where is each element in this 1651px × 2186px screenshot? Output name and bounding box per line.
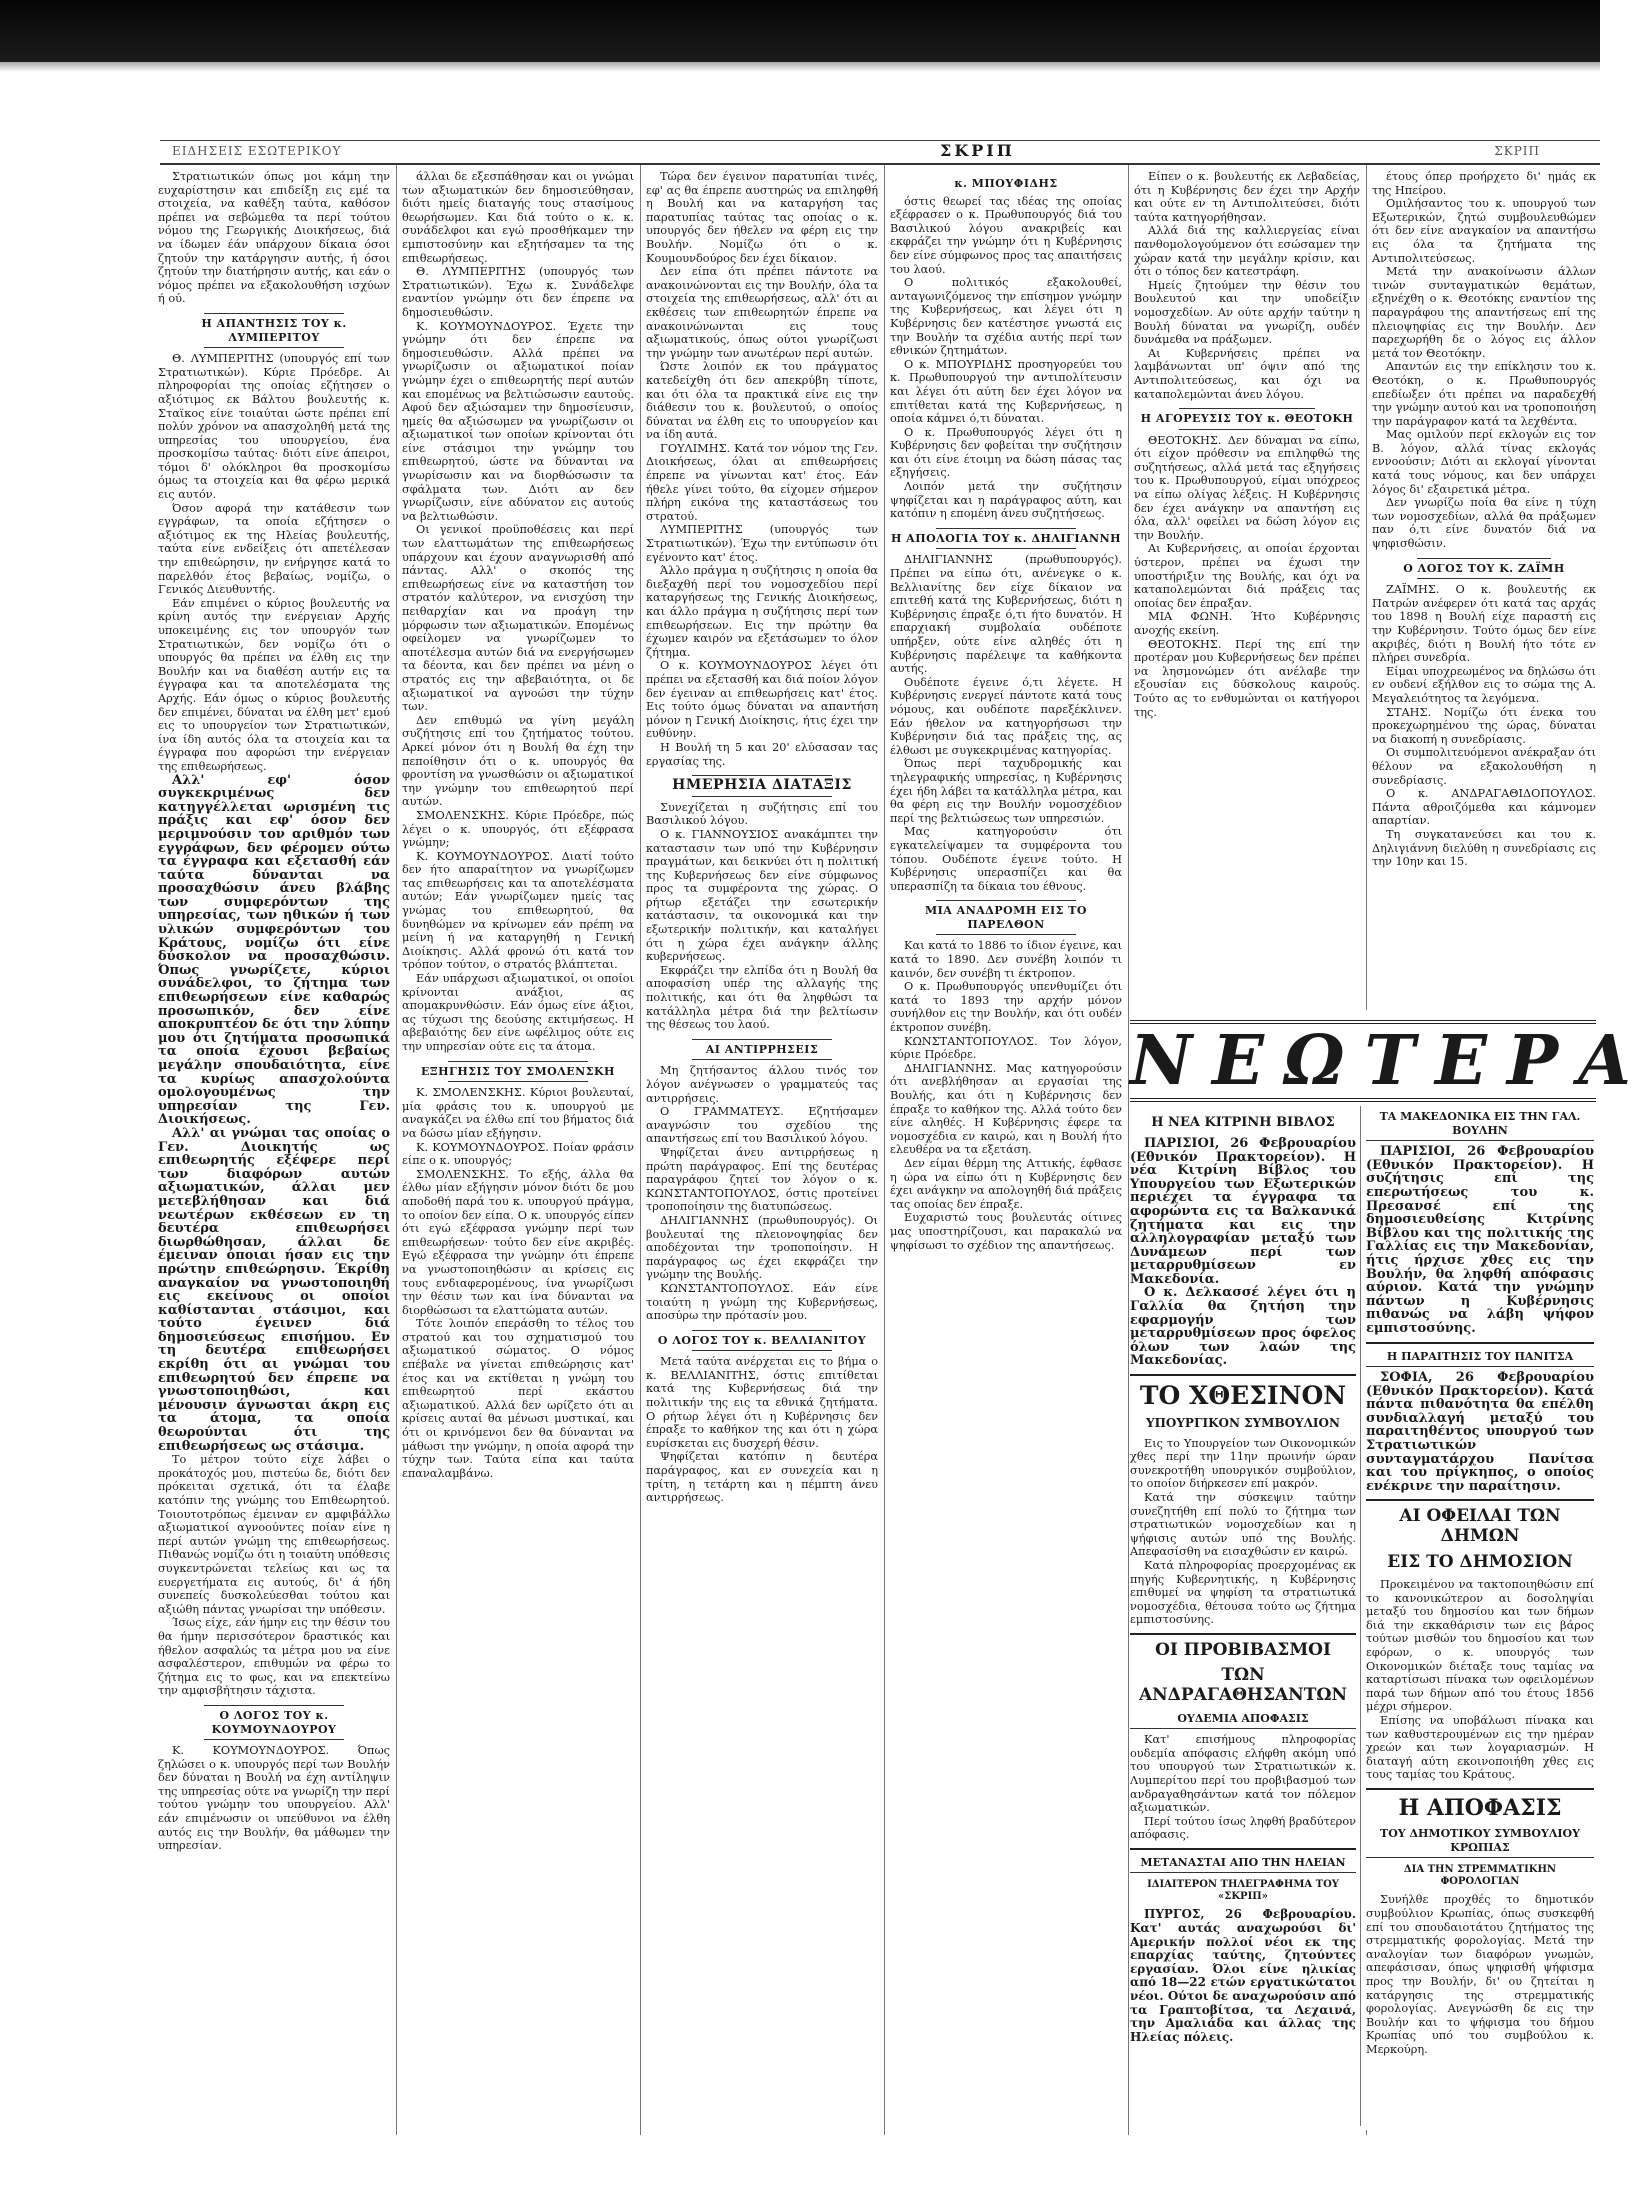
col6-paragraph: Δεν γνωρίζω ποία θα είνε η τύχη των νομοσχεδίων, αλλά θα πράξωμεν παν ό,τι είνε δυνατόν διά να ψηφισθώσιν. bbox=[1372, 496, 1596, 551]
col5-paragraph: Αι Κυβερνήσεις, αι οποίαι έρχονται ύστερον, πρέπει να έχωσι την υποστήριξιν της Βουλής, και όχι να καταπολεμώνται διά πράξεις τας οποίας δεν έπραξαν. bbox=[1134, 542, 1360, 610]
news-right-column bbox=[1366, 1110, 1594, 2057]
col4-paragraph: Ο κ. Πρωθυπουργός υπενθυμίζει ότι κατά το 1893 την αρχήν μόνον συνήλθον εις την Βουλήν, και ότι ουδέν έκτροπον συνέβη. bbox=[890, 980, 1122, 1035]
col5-heading-1: Η ΑΓΟΡΕΥΣΙΣ ΤΟΥ κ. ΘΕΟΤΟΚΗ bbox=[1134, 408, 1360, 430]
news-heading-emigrants-sub: ΙΔΙΑΙΤΕΡΟΝ ΤΗΛΕΓΡΑΦΗΜΑ ΤΟΥ «ΣΚΡΙΠ» bbox=[1147, 1879, 1339, 1902]
news-heading-macedonian: ΤΑ ΜΑΚΕΔΟΝΙΚΑ ΕΙΣ ΤΗΝ ΓΑΛ. ΒΟΥΛΗΝ bbox=[1366, 1110, 1594, 1141]
col6-paragraph: Οι συμπολιτευόμενοι ανέκραξαν ότι θέλουν να εξακολουθήση η συνεδρίασις. bbox=[1372, 746, 1596, 787]
col5-paragraph: Αλλά διά της καλλιεργείας είναι πανθομολογούμενον ότι εσώσαμεν την χώραν κατά την μεγάλην κρίσιν, και ότι ο τόπος δεν κατεστράφη. bbox=[1134, 224, 1360, 279]
col2-paragraph: Οι γενικοί προϋποθέσεις και περί των ελαττωμάτων της επιθεωρήσεως υπάρχουν και έχουν αναγνωρισθή από πάντας. Αλλ' ο σκοπός της επιθεωρήσεως είνε να καταστήση τον στρατόν καλύτερον, να ενισχύση την πειθαρχίαν και να προάγη την μόρφωσιν των αξιωματικών. Επομένως οφείλομεν να γνωρίζωμεν το αποτέλεσμα αυτών διά να ενεργήσωμεν τα δέοντα, και δεν πρέπει να μένη ο στρατός εις την αβεβαιότητα, οι δε αξιωματικοί να αγνοώσι την τύχην των. bbox=[402, 523, 634, 714]
masthead-title: ΣΚΡΙΠ bbox=[940, 141, 1015, 160]
col6-paragraph: Ο κ. ΑΝΔΡΑΓΑΘΙΔΟΠΟΥΛΟΣ. Πάντα αθροιζόμεθα και κάμνομεν απαρτίαν. bbox=[1372, 787, 1596, 828]
col4-paragraph: Και κατά το 1886 το ίδιον έγεινε, και κατά το 1890. Δεν συνέβη λοιπόν τι καινόν, δεν συνέβη τι έκτροπον. bbox=[890, 939, 1122, 980]
col3-paragraph: Συνεχίζεται η συζήτησις επί του Βασιλικού λόγου. bbox=[646, 800, 878, 828]
col5-lead: Είπεν ο κ. βουλευτής εκ Λεβαδείας, ότι η Κυβέρνησις δεν έχει την Αρχήν και ούτε εν τη Αντιπολιτεύσει, διότι ταύτα κατηγορήθησαν. bbox=[1134, 170, 1360, 224]
col1-paragraph-emphasis: Αλλ' αι γνώμαι τας οποίας ο Γεν. Διοικητής ως επιθεωρητής εξέφερε περί των διαφόρων αυτών αξιωματικών, άλλαι μεν μετεβλήθησαν και διά νεωτέρων εκθέσεων εν τη δευτέρα επιθεωρήσει διωρθώθησαν, άλλαι δε έμειναν όποιαι ήσαν εις την πρώτην επιθεώρησιν. Έκρίθη αναγκαίον να γνωστοποιηθή εις εκείνους οι οποίοι καθίστανται στάσιμοι, και τούτο έγεινεν διά δημοσιεύσεως επισήμου. Εν τη δευτέρα επιθεωρήσει εκρίθη ότι αι γνώμαι του επιθεωρητού δεν έπρεπε να γνωστοποιηθώσι, και μένουσιν άγνωσται άκρη εις τα άτομα, τα οποία θεωρούνται ότι της επιθεωρήσεως ως στάσιμα. bbox=[158, 1125, 390, 1454]
col1-paragraph: Εάν επιμένει ο κύριος βουλευτής να κρίνη αυτός την ενέργειαν Αρχής υποκειμένης εις τον υπουργόν των Στρατιωτικών, δεν νομίζω ότι ο υπουργός θα πρέπει να έλθη εις την Βουλήν και να διαθέση αυτήν εις τα έγγραφα και τα αποτελέσματα της Αρχής. Εάν όμως ο κύριος βουλευτής δεν επιμένει, δύναται να έλθη μετ' εμού εις το υπουργείον των Στρατιωτικών, ίνα ίδη αυτός όλα τα στοιχεία και τα έγγραφα που αφορώσι την ενέργειαν της επιθεωρήσεως. bbox=[158, 596, 390, 773]
col4-paragraph: Ο πολιτικός εξακολουθεί, ανταγωνιζόμενος την επίσημον γνώμην της Κυβερνήσεως, και λέγει ότι η Κυβέρνησις δεν κατέστησε γνωστά εις την Βουλήν τα σχέδια αυτής περί των εθνικών ζητημάτων. bbox=[890, 276, 1122, 358]
news-heading-decision-sub: ΤΟΥ ΔΗΜΟΤΙΚΟΥ ΣΥΜΒΟΥΛΙΟΥ ΚΡΩΠΙΑΣ bbox=[1366, 1827, 1594, 1858]
col6-paragraph: ΖΑΪΜΗΣ. Ο κ. βουλευτής εκ Πατρών ανέφερεν ότι κατά τας αρχάς του 1898 η Βουλή είχε παραστή εις την Κυβέρνησιν. Τούτο όμως δεν είνε ακριβές, διότι η Βουλή ήτο τότε εν πλήρει συνεδρία. bbox=[1372, 583, 1596, 665]
col5-paragraph: Αι Κυβερνήσεις πρέπει να λαμβάνωνται υπ' όψιν από της Αντιπολιτεύσεως, και όχι να καταπολεμώνται άνευ λόγου. bbox=[1134, 346, 1360, 401]
news-subheading-no-decision: ΟΥΔΕΜΙΑ ΑΠΟΦΑΣΙΣ bbox=[1130, 1712, 1356, 1730]
col2-paragraph: Κ. ΚΟΥΜΟΥΝΔΟΥΡΟΣ. Ποίαν φράσιν είπε ο κ. υπουργός; bbox=[402, 1140, 634, 1168]
column-rule bbox=[1360, 1106, 1361, 2126]
col3-paragraph: ΛΥΜΠΕΡΙΤΗΣ (υπουργός των Στρατιωτικών). Έχω την εντύπωσιν ότι εγένοντο κατ' έτος. bbox=[646, 523, 878, 564]
news-heading-promotions-2: ΤΩΝ ΑΝΔΡΑΓΑΘΗΣΑΝΤΩΝ bbox=[1138, 1665, 1348, 1705]
col1-heading-1: Η ΑΠΑΝΤΗΣΙΣ ΤΟΥ κ. ΛΥΜΠΕΡΙΤΟΥ bbox=[158, 313, 390, 348]
col1-paragraph: Κ. ΚΟΥΜΟΥΝΔΟΥΡΟΣ. Όπως ζηλώσει ο κ. υπουργός περί των Βουλήν δεν δύναται η Βουλή να έχη αντίληψιν της υπηρεσίας ούτε να γνωρίζη την περί τούτου γνώμην του υπουργείου. Αλλ' εάν επιμένωσιν οι υπεύθυνοι να έλθη αυτός εις την Βουλήν, θα μάθωμεν την υπηρεσίαν. bbox=[158, 1744, 390, 1853]
col4-heading-1: Η ΑΠΟΛΟΓΙΑ ΤΟΥ κ. ΔΗΛΙΓΙΑΝΝΗ bbox=[890, 528, 1122, 550]
col3-heading-1: ΗΜΕΡΗΣΙΑ ΔΙΑΤΑΞΙΣ bbox=[646, 775, 878, 797]
news-heading-cabinet: ΤΟ ΧΘΕΣΙΝΟΝ bbox=[1139, 1381, 1347, 1411]
col3-paragraph: Ο κ. ΓΙΑΝΝΟΥΣΙΟΣ ανακάμπτει την καταστασιν των υπό την Κυβέρνησιν πραγμάτων, και δεικνύει ότι η πολιτική της Κυβερνήσεως δεν είνε σύμφωνος προς τα συμφέροντα της χώρας. Ο ρήτωρ εξετάζει την εσωτερικήν κατάστασιν, τα οικονομικά και την εξωτερικήν πολιτικήν, και καταλήγει ότι η χώρα έχει ανάγκην άλλης κυβερνήσεως. bbox=[646, 827, 878, 964]
scan-top-dark-band bbox=[0, 0, 1600, 62]
col6-paragraph: Τη συγκατανεύσει και του κ. Δηλιγιάννη διελύθη η συνεδρίασις εις την 10ην και 15. bbox=[1372, 827, 1596, 869]
col3-paragraph: ΓΟΥΛΙΜΗΣ. Κατά τον νόμον της Γεν. Διοικήσεως, όλαι αι επιθεωρήσεις έπρεπε να γίνωνται κατ' έτος. Εάν ήθελε γίνει τούτο, θα είχομεν σήμερον πλήρη εικόνα της καταστάσεως του στρατού. bbox=[646, 441, 878, 523]
column-rule bbox=[396, 165, 397, 2135]
col6-paragraph: ΣΤΑΗΣ. Νομίζω ότι ένεκα του προκεχωρημένου της ώρας, δύναται να διακοπή η συνεδρίασις. bbox=[1372, 705, 1596, 746]
news-paragraph: Προκειμένου να τακτοποιηθώσιν επί το κανονικώτερον αι δοσοληψίαι μεταξύ του δημοσίου και των δήμων διά την εκκαθάρισιν των εις βάρος τούτων μισθών του δημοσίου και των εφόρων, ο κ. υπουργός των Οικονομικών διέταξε τους ταμίας να καταρτίσωσι πίνακα των οφειλομένων παρά των δήμων από του έτους 1856 μέχρι σήμερον. bbox=[1366, 1578, 1594, 1714]
news-paragraph: ΣΟΦΙΑ, 26 Φεβρουαρίου (Εθνικόν Πρακτορείον). Κατά πάντα πιθανότητα θα επέλθη συνδιαλλαγή μεταξύ του παραιτηθέντος υπουργού των Στρατιωτικών συνταγματάρχου Πανίτσα και του πρίγκηπος, ο οποίος ενέκρινε την παραίτησιν. bbox=[1366, 1370, 1594, 1494]
col1-paragraph-emphasis: Αλλ' εφ' όσον συγκεκριμένως δεν κατηγγέλλεται ωρισμένη τις πράξις και εφ' όσον δεν μεριμνούσιν τον αριθμόν των εγγράφων, δεν φέρομεν ούτω τα έγγραφα και εξετασθή εάν ταύτα δύνανται να προσαχθώσιν άνευ βλάβης των συμφερόντων της υπηρεσίας, των ηθικών ή των υλικών συμφερόντων του Κράτους, νομίζω ότι είνε δύσκολον να προσαχθώσιν. Όπως γνωρίζετε, κύριοι συνάδελφοι, το ζήτημα των επιθεωρήσεων είνε καθαρώς προσωπικόν, δεν είνε αποκρυπτέον δε ότι την λύπην μου ότι ζητήματα προσωπικά τα οποία έχουσι βεβαίως μεγάλην σπουδαιότητα, είνε τα κυρίως απασχολούντα ομολογουμένως την υπηρεσίαν της Γεν. Διοικήσεως. bbox=[158, 772, 390, 1128]
col2-paragraph: Κ. ΚΟΥΜΟΥΝΔΟΥΡΟΣ. Διατί τούτο δεν ήτο απαραίτητον να γνωρίζωμεν τας επιθεωρήσεις και τα αποτελέσματα αυτών; Εάν γνωρίζωμεν ημείς τας γνώμας του επιθεωρητού, θα δυνηθώμεν να κρίνωμεν εάν πρέπη να μείνη ή να καταργηθή η Γενική Διοίκησις. Αλλά φρονώ ότι κατά τον τρόπον τούτον, ο στρατός βλάπτεται. bbox=[402, 849, 634, 972]
col3-paragraph: Ο ΓΡΑΜΜΑΤΕΥΣ. Εζητήσαμεν αναγνώσιν του σχεδίου της απαντήσεως επί του Βασιλικού λόγου. bbox=[646, 1105, 878, 1146]
col4-paragraph: ΚΩΝΣΤΑΝΤΟΠΟΥΛΟΣ. Τον λόγον, κύριε Πρόεδρε. bbox=[890, 1034, 1122, 1062]
col2-paragraph: ΣΜΟΛΕΝΣΚΗΣ. Το εξής, άλλα θα έλθω μίαν εξήγησιν μόνον διότι δε μου αποδοθή παρά του κ. υπουργού πράγμα, το οποίον δεν είπα. Ο κ. υπουργός είπεν ότι εγώ εξέφρασα γνώμην περί των επιθεωρήσεων· τούτο δεν είνε ακριβές. Εγώ εξέφρασα την γνώμην ότι έπρεπε να γνωστοποιηθώσιν αι κρίσεις εις τους ενδιαφερομένους, ίνα γνωρίζωσι την θέσιν των και ίνα δύνανται να διορθώσωσι τα ελαττώματα αυτών. bbox=[402, 1167, 634, 1317]
col2-paragraph: άλλαι δε εξεσπάθησαν και οι γνώμαι των αξιωματικών δεν δημοσιεύθησαν, διότι ημείς διαταγής τους στασίμους θεωρήσωμεν. Και διά τούτο ο κ. κ. συνάδελφοι και εγώ προσθήκαμεν την εμπιστοσύνην και εξητήσαμεν τα της επιθεωρήσεως. bbox=[402, 170, 634, 265]
col3-paragraph: Ψηφίζεται άνευ αντιρρήσεως η πρώτη παράγραφος. Επί της δευτέρας παραγράφου ζητεί τον λόγον ο κ. ΚΩΝΣΤΑΝΤΟΠΟΥΛΟΣ, όστις προτείνει τροποποίησιν της διατυπώσεως. bbox=[646, 1145, 878, 1214]
masthead bbox=[160, 140, 1600, 165]
column-rule bbox=[884, 165, 885, 2135]
col2-paragraph: Κ. ΚΟΥΜΟΥΝΔΟΥΡΟΣ. Έχετε την γνώμην ότι δεν έπρεπε να δημοσιευθώσιν. Αλλά πρέπει να γνωρίζωσιν οι αξιωματικοί ποίαν γνώμην έχει ο επιθεωρητής περί αυτών και επομένως να βελτιώσωσιν εαυτούς. Αφού δεν αξιώσαμεν την δημοσίευσιν, ημείς θα αξιώσωμεν να γνωρίζωσιν οι αξιωματικοί των οποίων κρίνονται ότι είνε στάσιμοι την γνώμην του επιθεωρητού, ώστε να δύνανται να γνωρίσωσιν και να διορθώσωσιν τα σφάλματα των. Διότι αν δεν γνωρίζωσιν, είνε αδύνατον εις αυτούς να βελτιωθώσιν. bbox=[402, 319, 634, 523]
news-paragraph: ΠΑΡΙΣΙΟΙ, 26 Φεβρουαρίου (Εθνικόν Πρακτορείον). Η νέα Κιτρίνη Βίβλος του Υπουργείου των Εξωτερικών περιέχει τα έγγραφα τα αφορώντα εις τα Βαλκανικά ζητήματα και εις την αλληλογραφίαν μεταξύ των Δυνάμεων περί των μεταρρυθμίσεων εν Μακεδονία. bbox=[1130, 1135, 1356, 1287]
col4-heading-2: ΜΙΑ ΑΝΑΔΡΟΜΗ ΕΙΣ ΤΟ ΠΑΡΕΛΘΟΝ bbox=[890, 900, 1122, 935]
col3-paragraph: Εκφράζει την ελπίδα ότι η Βουλή θα αποφασίση υπέρ της αλλαγής της πολιτικής, και ότι θα ληφθώσι τα κατάλληλα μέτρα διά την βελτίωσιν της θέσεως του λαού. bbox=[646, 963, 878, 1032]
col6-paragraph: Είμαι υποχρεωμένος να δηλώσω ότι εν ουδενί εξήλθον εις το σώμα της Α. Μεγαλειότητος τα λεγόμενα. bbox=[1372, 664, 1596, 705]
column-rule bbox=[1128, 165, 1129, 2135]
news-heading-debts: ΑΙ ΟΦΕΙΛΑΙ ΤΩΝ ΔΗΜΩΝ bbox=[1399, 1506, 1561, 1546]
news-paragraph: Ο κ. Δελκασσέ λέγει ότι η Γαλλία θα ζητήση την εφαρμογήν των μεταρρυθμίσεων προς όφελος όλων των λαών της Μακεδονίας. bbox=[1130, 1285, 1356, 1369]
col1-paragraph: Το μέτρον τούτο είχε λάβει ο προκάτοχός μου, πιστεύω δε, διότι δεν πρόκειται σχετικά, ότι τα έλαβε κατόπιν της γνώμης του Επιθεωρητού. Τοιουτοτρόπως έμειναν εν αμφιβάλλω αξιωματικοί αγνοούντες ποίαν είνε η περί αυτών γνώμη της επιθεωρήσεως. Πιθανώς νομίζω ότι η τοιαύτη υπόθεσις συγκεντρώνεται τελείως και ως τα ευεργετήματα εις αυτούς, δι' ά ήδη συνεπείς δυσκολεύεσθαι τούτου και αξιώθη πάντας γνωρίσαι την υπόθεσιν. bbox=[158, 1453, 390, 1616]
news-banner: ΝΕΩΤΕΡΑ bbox=[1130, 1021, 1651, 1101]
col4-paragraph: Μας κατηγορούσιν ότι εγκατελείψαμεν τα συμφέροντα του τόπου. Ουδέποτε έγεινε τούτο. Η Κυβέρνησις υπερασπίζει και θα υπερασπίζη τα δίκαια του έθνους. bbox=[890, 825, 1122, 893]
col4-paragraph: Όπως περί ταχυδρομικής και τηλεγραφικής υπηρεσίας, η Κυβέρνησις έχει ήδη λάβει τα κατάλληλα μέτρα, και θα φέρη εις την Βουλήν νομοσχέδιον περί της βελτιώσεως των υπηρεσιών. bbox=[890, 757, 1122, 825]
col2-paragraph: Θ. ΛΥΜΠΕΡΙΤΗΣ (υπουργός των Στρατιωτικών). Έχω κ. Συνάδελφε εναντίον γνώμην ότι δεν έπρεπε να δημοσιευθώσιν. bbox=[402, 265, 634, 319]
col3-paragraph: Ο κ. ΚΟΥΜΟΥΝΔΟΥΡΟΣ λέγει ότι πρέπει να εξετασθή και διά ποίον λόγον δεν έγειναν αι επιθεωρήσεις κατ' έτος. Εις τούτο όμως δύναται να απαντήση μόνον η Γενική Διοίκησις, ήτις έχει την ευθύνην. bbox=[646, 659, 878, 741]
col3-paragraph: Μη ζητήσαντος άλλου τινός τον λόγον ανέγνωσεν ο γραμματεύς τας αντιρρήσεις. bbox=[646, 1064, 878, 1105]
news-heading-debts-2: ΕΙΣ ΤΟ ΔΗΜΟΣΙΟΝ bbox=[1387, 1551, 1573, 1572]
col6-paragraph: Μετά την ανακοίνωσιν άλλων τινών συνταγματικών θεμάτων, εξηνέχθη ο κ. Θεοτόκης εναντίον της παραγράφου της απαντήσεως επί της πλειοψηφίας εις την Βουλήν. Δεν παρεχωρήθη δε ο λόγος εις άλλον μετά τον Θεοτόκην. bbox=[1372, 265, 1596, 360]
col2-paragraph: Κ. ΣΜΟΛΕΝΣΚΗΣ. Κύριοι βουλευταί, μία φράσις του κ. υπουργού με αναγκάζει να έλθω επί του βήματος διά να δώσω μίαν εξήγησιν. bbox=[402, 1086, 634, 1140]
news-paragraph: Συνήλθε προχθές το δημοτικόν συμβούλιον Κρωπίας, όπως συσκεφθή επί του σπουδαιοτάτου ζητήματος της στρεμματικής φορολογίας. Μετά την αναλογίαν των διαφόρων γνωμών, απεφάσισαν, όπως ψηφισθή ψήφισμα προς την Βουλήν, δι' ου ζητείται η κατάργησις της στρεμματικής φορολογίας. Ανεγνώσθη δε εις την Βουλήν και το ψήφισμα του δήμου Κρωπίας υπό του συμβούλου κ. Μερκούρη. bbox=[1366, 1893, 1594, 2056]
news-paragraph: Εις το Υπουργείον των Οικονομικών χθες περί την 11ην πρωινήν ώραν συνεκροτήθη υπουργικόν συμβούλιον, το οποίον διήρκεσεν επί μακρόν. bbox=[1130, 1436, 1356, 1491]
col2-paragraph: Τότε λοιπόν επεράσθη το τέλος του στρατού και του σχηματισμού του αξιωματικού σώματος. Ο νόμος επέβαλε να γίνεται επιθεώρησις κατ' έτος και να εκτίθεται η γνώμη του επιθεωρητού περί εκάστου αξιωματικού. Αλλά δεν ωρίζετο ότι αι κρίσεις αυταί θα μένωσι μυστικαί, και ότι οι κρινόμενοι δεν θα δύνανται να μάθωσι την γνώμην, η οποία αφορά την τύχην των. Ταύτα είπα και ταύτα επαναλαμβάνω. bbox=[402, 1317, 634, 1480]
news-paragraph: Επίσης να υποβάλωσι πίνακα και των καθυστερουμένων εις την ημέραν χρεών και των λογαριασμών. Η διαταγή αύτη εκοινοποιήθη χθες εις τους ταμίας του Κράτους. bbox=[1366, 1714, 1594, 1782]
news-heading-yellow-book: Η ΝΕΑ ΚΙΤΡΙΝΗ ΒΙΒΛΟΣ bbox=[1151, 1115, 1335, 1130]
col2-paragraph: Δεν επιθυμώ να γίνη μεγάλη συζήτησις επί του ζητήματος τούτου. Αρκεί μόνον ότι η Βουλή θα έχη την πεποίθησιν ότι ο κ. υπουργός θα φροντίση να γνωσθώσιν οι αξιωματικοί την γνώμην του επιθεωρητού περί αυτών. bbox=[402, 713, 634, 809]
news-section bbox=[1130, 1010, 1651, 2130]
news-heading-decision: Η ΑΠΟΦΑΣΙΣ bbox=[1398, 1794, 1562, 1821]
news-paragraph: ΠΥΡΓΟΣ, 26 Φεβρουαρίου. Κατ' αυτάς αναχωρούσι δι' Αμερικήν πολλοί νέοι εκ της επαρχίας ταύτης, ζητούντες εργασίαν. Όλοι είνε ηλικίας από 18—22 ετών εργατικώτατοι νέοι. Ούτοι δε αναχωρούσιν από τα Γραπτοβίτσα, τα Λεχαινά, την Αμαλιάδα και άλλας της Ηλείας πόλεις. bbox=[1130, 1907, 1356, 2044]
column-rule bbox=[640, 165, 641, 2135]
column-2 bbox=[402, 170, 634, 2130]
col3-paragraph: ΔΗΛΙΓΙΑΝΝΗΣ (πρωθυπουργός). Οι βουλευταί της πλειονοψηφίας δεν αποδέχονται την τροποποίησιν. Η παράγραφος ως έχει εκφράζει την γνώμην της Βουλής. bbox=[646, 1213, 878, 1282]
col4-paragraph: Δεν είμαι θέρμη της Αττικής, έφθασε η ώρα να είπω ότι η Κυβέρνησις δεν έχει ανάγκην να απολογηθή διά πράξεις τας οποίας δεν έπραξε. bbox=[890, 1156, 1122, 1211]
col4-paragraph: ΔΗΛΙΓΙΑΝΝΗΣ. Μας κατηγορούσιν ότι ανεβλήθησαν αι εργασίαι της Βουλής, και ότι η Κυβέρνησις δεν έπραξε το καθήκον της. Αλλά τούτο δεν είνε αληθές. Η Κυβέρνησις έφερε τα νομοσχέδια εν καιρώ, και η Βουλή ήτο ελευθέρα να τα εξετάση. bbox=[890, 1061, 1122, 1157]
news-heading-emigrants: ΜΕΤΑΝΑΣΤΑΙ ΑΠΟ ΤΗΝ ΗΛΕΙΑΝ bbox=[1130, 1856, 1356, 1874]
news-heading-promotions: ΟΙ ΠΡΟΒΙΒΑΣΜΟΙ bbox=[1155, 1639, 1331, 1660]
col6-paragraph: Απαντών εις την επίκλησιν του κ. Θεοτόκη, ο κ. Πρωθυπουργός επεδίωξεν ότι πρέπει να παραδεχθή την γνώμην αυτού και να τροποποιήση την παράγραφον κατά τα λεχθέντα. bbox=[1372, 360, 1596, 428]
col4-paragraph: Λοιπόν μετά την συζήτησιν ψηφίζεται και η παράγραφος αύτη, και κατόπιν η επομένη άνευ συζητήσεως. bbox=[890, 480, 1122, 521]
col4-paragraph: Ουδέποτε έγεινε ό,τι λέγετε. Η Κυβέρνησις ενεργεί πάντοτε κατά τους νόμους, και ουδέποτε παρεξέκλινεν. Εάν ήθελον να κατηγορήσωσι την Κυβέρνησιν διά τας πράξεις της, ας έλθωσι με συγκεκριμένας κατηγορίας. bbox=[890, 675, 1122, 757]
news-paragraph: Κατά την σύσκεψιν ταύτην συνεζητήθη επί πολύ το ζήτημα των στρατιωτικών νομοσχεδίων και η ψήφισις αυτών υπό της Βουλής. Απεφασίσθη να εισαχθώσιν εν καιρώ. bbox=[1130, 1490, 1356, 1559]
masthead-right: ΣΚΡΙΠ bbox=[1494, 144, 1540, 158]
col3-heading-3: Ο ΛΟΓΟΣ ΤΟΥ κ. ΒΕΛΛΙΑΝΙΤΟΥ bbox=[646, 1330, 878, 1352]
col3-paragraph: Ψηφίζεται κατόπιν η δευτέρα παράγραφος, και εν συνεχεία και η τρίτη, η τετάρτη και η πέμπτη άνευ αντιρρήσεως. bbox=[646, 1450, 878, 1505]
col4-paragraph: Ο κ. ΜΠΟΥΡΙΔΗΣ προσηγορεύει του κ. Πρωθυπουργού την αντιπολίτευσιν και λέγει ότι αύτη δεν έχει λόγον να επιτίθεται κατά της Κυβερνήσεως, η οποία κάμνει ό,τι δύναται. bbox=[890, 357, 1122, 426]
col4-lead: όστις θεωρεί τας ιδέας της οποίας εξέφρασεν ο κ. Πρωθυπουργός διά του Βασιλικού λόγου ανακριβείς και εκφράζει την γνώμην ότι η Κυβέρνησις δεν είνε σύμφωνος προς τας απαιτήσεις του λαού. bbox=[890, 194, 1122, 276]
col6-paragraph: Ομιλήσαντος του κ. υπουργού των Εξωτερικών, ζητώ συμβουλευθώμεν ότι δεν είνε αναγκαίον να απαντήσω εις όλα τα ζητήματα της Αντιπολιτεύσεως. bbox=[1372, 197, 1596, 265]
col1-paragraph: Θ. ΛΥΜΠΕΡΙΤΗΣ (υπουργός επί των Στρατιωτικών). Κύριε Πρόεδρε. Αι πληροφορίαι της οποίας εζήτησεν ο αξιότιμος εκ Βάλτου βουλευτής κ. Σταϊκος είνε τοιαύται ώστε πρέπει επί πολύν χρόνον να απασχοληθή μετά της υπηρεσίας του υπουργείου, ένα προσκομίσω ταύτας· διότι είνε άπειροι, τόμοι δ' ολόκληροι θα προσκομίσω όμως τα στοιχεία και θα φέρω μερικά εις αυτόν. bbox=[158, 352, 390, 502]
col6-lead: έτους όπερ προήρχετο δι' ημάς εκ της Ηπείρου. bbox=[1372, 170, 1596, 197]
col4-paragraph: Ευχαριστώ τους βουλευτάς οίτινες μας υποστηρίζουσι, και παρακαλώ να ψηφίσωσι το σχέδιον της απαντήσεως. bbox=[890, 1211, 1122, 1252]
col5-paragraph: Ημείς ζητούμεν την θέσιν του Βουλευτού και την υποδείξιν νομοσχεδίων. Αν ούτε αρχήν ταύτην η Βουλή δύναται να γνωρίζη, ουδέν δυνάμεθα να πράξωμεν. bbox=[1134, 278, 1360, 347]
col3-heading-2: ΑΙ ΑΝΤΙΡΡΗΣΕΙΣ bbox=[646, 1039, 878, 1061]
col6-heading-1: Ο ΛΟΓΟΣ ΤΟΥ Κ. ΖΑΪΜΗ bbox=[1372, 558, 1596, 580]
col3-paragraph: Η Βουλή τη 5 και 20' ελύσασαν τας εργασίας της. bbox=[646, 740, 878, 768]
masthead-left: ΕΙΔΗΣΕΙΣ ΕΣΩΤΕΡΙΚΟΥ bbox=[172, 144, 342, 158]
col4-speaker: κ. ΜΠΟΥΦΙΔΗΣ bbox=[954, 177, 1058, 190]
news-left-column bbox=[1130, 1110, 1356, 2044]
news-heading-panitsa: Η ΠΑΡΑΙΤΗΣΙΣ ΤΟΥ ΠΑΝΙΤΣΑ bbox=[1366, 1350, 1594, 1368]
col5-paragraph: ΘΕΟΤΟΚΗΣ. Δεν δύναμαι να είπω, ότι είχον πρόθεσιν να επιληφθώ της συζητήσεως, αλλά μετά τας εξηγήσεις του κ. Πρωθυπουργού, είμαι υπόχρεος να είπω ολίγας λέξεις. Η Κυβέρνησις δεν έχει ανάγκην να απαντήση εις όλα, αλλ' οφείλει να δώση λόγον εις την Βουλήν. bbox=[1134, 433, 1360, 542]
col3-paragraph: Δεν είπα ότι πρέπει πάντοτε να ανακοινώνονται εις την Βουλήν, όλα τα στοιχεία της επιθεωρήσεως, αλλ' ότι αι εκθέσεις των επιθεωρητών έπρεπε να ανακοινώνωνται εις τους αξιωματικούς, όπως ούτοι γνωρίζωσι την γνώμην των ανωτέρων περί αυτών. bbox=[646, 265, 878, 360]
col5-paragraph: ΜΙΑ ΦΩΝΗ. Ήτο Κυβέρνησις ανοχής εκείνη. bbox=[1134, 610, 1360, 637]
col6-paragraph: Μας ομιλούν περί εκλογών εις τον Β. λόγον, αλλά τίνας εκλογάς εννοούσιν; Διότι αι εκλογαί γίνονται κατά τους νόμους, και δεν υπάρχει λόγος δι' εξαιρετικά μέτρα. bbox=[1372, 428, 1596, 496]
col1-lead: Στρατιωτικών όπως μοι κάμη την ευχαρίστησιν και επιδείξη εις εμέ τα στοιχεία, να καθέξη ταύτα, καθόσον πρέπει να σεβώμεθα τα περί τούτου νόμου της Γεωργικής Διοικήσεως, διά να ίδωμεν έάν υπάρχουν δίκαια όσοι ζητούν την κατάργησιν αυτής, ή όσοι ζητούν την διατήρησιν αυτής, και εάν ο νόμος πρέπει να εξακολουθήση ισχύων ή ού. bbox=[158, 170, 390, 306]
col3-paragraph: Ώστε λοιπόν εκ του πράγματος κατεδείχθη ότι δεν απεκρύβη τίποτε, και ότι όλα τα πρακτικά είνε εις την διάθεσιν του κ. βουλευτού, ο οποίος δύναται να έλθη εις το υπουργείον και να ίδη αυτά. bbox=[646, 360, 878, 442]
news-heading-cabinet-sub: ΥΠΟΥΡΓΙΚΟΝ ΣΥΜΒΟΥΛΙΟΝ bbox=[1146, 1415, 1340, 1430]
col1-paragraph: Όσον αφορά την κατάθεσιν των εγγράφων, τα οποία εζήτησεν ο αξιότιμος εκ της Ηλείας βουλευτής, ταύτα είνε ενδείξεις ότι απετέλεσαν την επιθεώρησιν, ην ενήργησε κατά το παρελθόν έτος βεβαίως, νομίζω, ο Γενικός Διευθυντής. bbox=[158, 501, 390, 597]
news-paragraph: Κατά πληροφορίας προερχομένας εκ πηγής Κυβερνητικής, η Κυβέρνησις επιθυμεί να ψηφίση τα στρατιωτικά νομοσχέδια, θέτουσα τούτο ως ζήτημα εμπιστοσύνης. bbox=[1130, 1558, 1356, 1627]
column-3 bbox=[646, 170, 878, 2130]
col2-paragraph: ΣΜΟΛΕΝΣΚΗΣ. Κύριε Πρόεδρε, πώς λέγει ο κ. υπουργός, ότι εξέφρασα γνώμην; bbox=[402, 808, 634, 850]
col5-paragraph: ΘΕΟΤΟΚΗΣ. Περί της επί την προτέραν μου Κυβερνήσεως δεν πρέπει να λησμονώμεν ότι ανέλαβε την εξουσίαν εις δύσκολους καιρούς. Τούτο ας το ενθυμώνται οι κατήγοροι της. bbox=[1134, 637, 1360, 719]
col3-paragraph: ΚΩΝΣΤΑΝΤΟΠΟΥΛΟΣ. Εάν είνε τοιαύτη η γνώμη της Κυβερνήσεως, αποσύρω την πρότασίν μου. bbox=[646, 1281, 878, 1323]
col1-paragraph: Ίσως είχε, εάν ήμην εις την θέσιν του θα ήμην περισσότερον δραστικός και ήθελον ασφαλώς τα μέτρα μου να είνε ασφαλέστερον, επιθυμών να φέρω το ζήτημα εις το φως, και να επεκτείνω την αμφισβήτησιν τάχιστα. bbox=[158, 1616, 390, 1698]
col2-paragraph: Εάν υπάρχωσι αξιωματικοί, οι οποίοι κρίνονται ανάξιοι, ας απομακρυνθώσιν. Εάν όμως είνε άξιοι, ας τύχωσι της δεούσης εκτιμήσεως. Η αβεβαιότης δεν είνε ωφέλιμος ούτε εις την υπηρεσίαν ούτε εις τα άτομα. bbox=[402, 972, 634, 1053]
col2-heading-1: ΕΞΗΓΗΣΙΣ ΤΟΥ ΣΜΟΛΕΝΣΚΗ bbox=[402, 1061, 634, 1083]
news-paragraph: Κατ' επισήμους πληροφορίας ουδεμία απόφασις ελήφθη ακόμη υπό του υπουργού των Στρατιωτικών κ. Λυμπερίτου περί του προβιβασμού των ανδραγαθησάντων κατά τον πόλεμον αξιωματικών. bbox=[1130, 1733, 1356, 1815]
news-paragraph: Περί τούτου ίσως ληφθή βραδύτερον απόφασις. bbox=[1130, 1814, 1356, 1842]
news-paragraph: ΠΑΡΙΣΙΟΙ, 26 Φεβρουαρίου (Εθνικόν Πρακτορείον). Η συζήτησις επί της επερωτήσεως του κ. Πρεσανσέ επί της δημοσιευθείσης Κιτρίνης Βίβλου και της πολιτικής της Γαλλίας εις την Μακεδονίαν, ήτις ήρχισε χθες εις την Βουλήν, θα ληφθή απόφασις αύριον. Κατά την γνώμην πάντων η Κυβέρνησις πιθανώς να λάβη ψήφον εμπιστοσύνης. bbox=[1366, 1144, 1594, 1336]
col1-heading-2: Ο ΛΟΓΟΣ ΤΟΥ κ. ΚΟΥΜΟΥΝΔΟΥΡΟΥ bbox=[158, 1705, 390, 1740]
col4-paragraph: Ο κ. Πρωθυπουργός λέγει ότι η Κυβέρνησις δεν φοβείται την συζήτησιν και ότι είνε έτοιμη να δώση πάσας τας εξηγήσεις. bbox=[890, 425, 1122, 480]
col3-paragraph: Μετά ταύτα ανέρχεται εις το βήμα ο κ. ΒΕΛΛΙΑΝΙΤΗΣ, όστις επιτίθεται κατά της Κυβερνήσεως διά την πολιτικήν της εις τα εθνικά ζητήματα. Ο ρήτωρ λέγει ότι η Κυβέρνησις δεν έπραξε το καθήκον της και ότι η χώρα ευρίσκεται εις δυσχερή θέσιν. bbox=[646, 1355, 878, 1450]
column-1 bbox=[158, 170, 390, 2130]
col4-paragraph: ΔΗΛΙΓΙΑΝΝΗΣ (πρωθυπουργός). Πρέπει να είπω ότι, ανένεγκε ο κ. Βελλιανίτης δεν είχε δίκαιον να επιτεθή κατά της Κυβερνήσεως, διότι η Κυβέρνησις έπραξε ό,τι ήτο δυνατόν. Η επαρχιακή συμβολαία ουδέποτε υπήρξεν, ούτε είνε αληθές ότι η Κυβέρνησις παρέλειψε τα καθήκοντα αυτής. bbox=[890, 553, 1122, 676]
column-4 bbox=[890, 170, 1122, 2130]
col3-paragraph: Άλλο πράγμα η συζήτησις η οποία θα διεξαχθή περί του νομοσχεδίου περί καταργήσεως της Γενικής Διοικήσεως, και άλλο πράγμα η συζήτησις περί των επιθεωρήσεων. Εις την πρώτην θα έχωμεν καιρόν να εξετάσωμεν το όλον ζήτημα. bbox=[646, 564, 878, 659]
news-heading-decision-sub2: ΔΙΑ ΤΗΝ ΣΤΡΕΜΜΑΤΙΚΗΝ ΦΟΡΟΛΟΓΙΑΝ bbox=[1403, 1864, 1557, 1887]
col3-lead: Τώρα δεν έγεινον παρατυπίαι τινές, εφ' ας θα έπρεπε αυστηρώς να επιληφθή η Βουλή και να καταργήση τας παρατυπίας ταύτας τας οποίας ο κ. υπουργός δεν ήθελεν να φέρη εις την Βουλήν. Νομίζω ότι ο κ. Κουμουνδούρος δεν έχει δίκαιον. bbox=[646, 170, 878, 265]
